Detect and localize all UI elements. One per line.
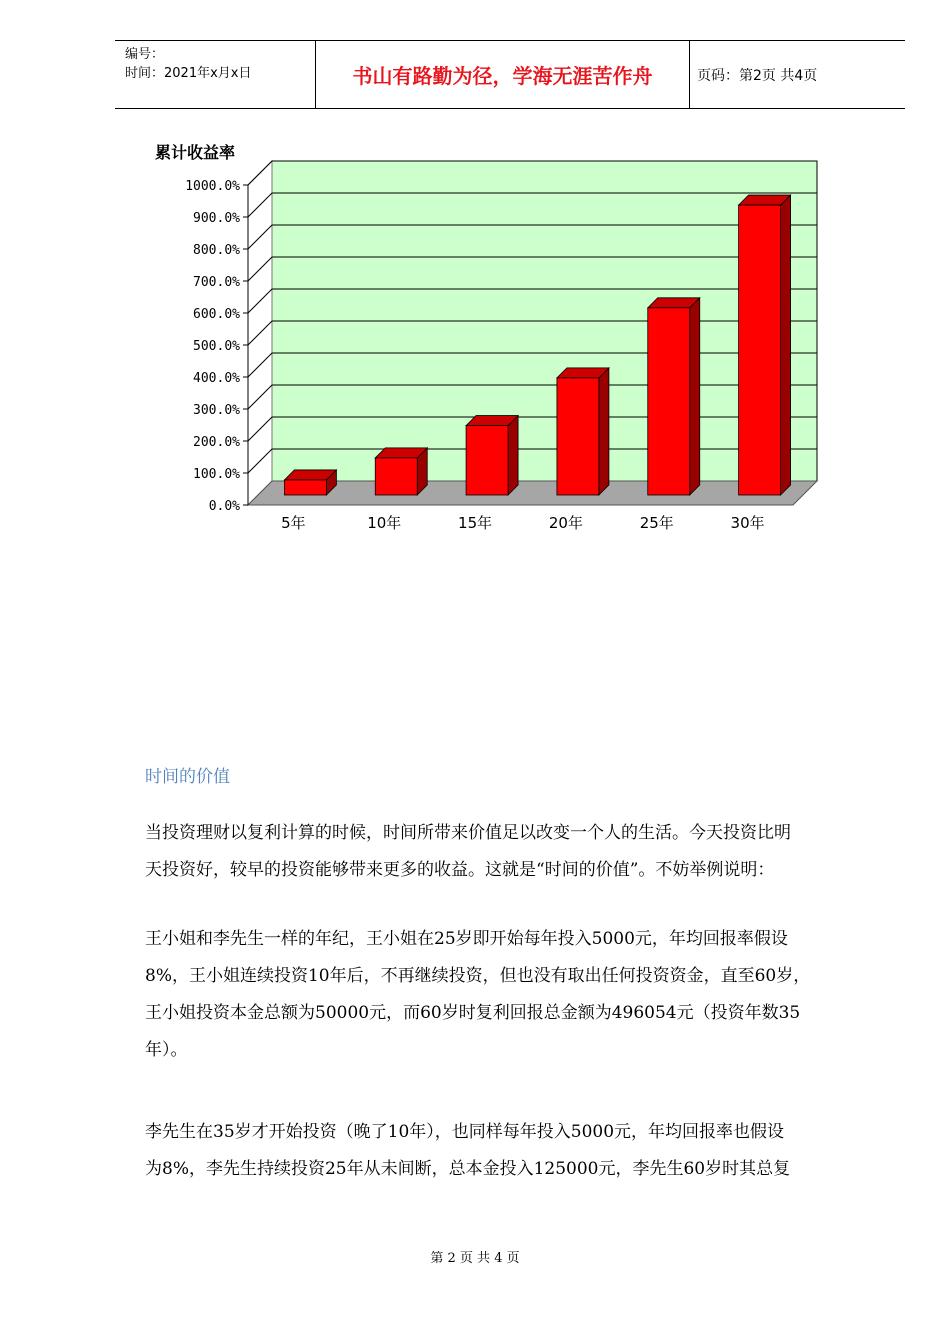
y-tick-label: 700.0% xyxy=(193,275,240,290)
paragraph-line: 当投资理财以复利计算的时候，时间所带来价值足以改变一个人的生活。今天投资比明 xyxy=(145,823,791,843)
chart-bar xyxy=(648,298,700,495)
x-tick-label: 5年 xyxy=(281,514,306,532)
x-tick-label: 30年 xyxy=(730,514,765,532)
bar-front-face xyxy=(739,205,781,495)
bar-front-face xyxy=(466,426,508,495)
chart-bar xyxy=(739,195,791,495)
bar-front-face xyxy=(375,458,417,495)
x-tick-label: 25年 xyxy=(639,514,674,532)
paragraph-line: 8%，王小姐连续投资10年后，不再继续投资，但也没有取出任何投资资金，直至60岁， xyxy=(145,966,811,986)
y-tick-label: 100.0% xyxy=(193,467,240,482)
chart-title: 累计收益率 xyxy=(155,143,236,162)
paragraph-line: 王小姐投资本金总额为50000元，而60岁时复利回报总金额为496054元（投资年数35 xyxy=(145,1003,801,1023)
bar-side-face xyxy=(599,368,609,495)
x-tick-label: 20年 xyxy=(548,514,583,532)
bar-front-face xyxy=(557,378,599,495)
header-page-number: 页码：第2页 共4页 xyxy=(697,67,818,84)
y-tick-label: 1000.0% xyxy=(185,179,240,194)
page-footer: 第 2 页 共 4 页 xyxy=(430,1251,520,1266)
paragraph-line: 王小姐和李先生一样的年纪，王小姐在25岁即开始每年投入5000元，年均回报率假设 xyxy=(145,929,788,949)
cumulative-return-chart xyxy=(140,130,840,540)
paragraph-2 xyxy=(145,921,880,1069)
y-tick-label: 600.0% xyxy=(193,307,240,322)
y-tick-label: 300.0% xyxy=(193,403,240,418)
y-tick-label: 900.0% xyxy=(193,211,240,226)
bar-front-face xyxy=(284,480,326,495)
y-tick-label: 500.0% xyxy=(193,339,240,354)
header-motto: 书山有路勤为径，学海无涯苦作舟 xyxy=(316,41,690,108)
chart-bar xyxy=(284,470,336,495)
x-tick-label: 10年 xyxy=(367,514,402,532)
paragraph-3 xyxy=(145,1114,880,1188)
x-tick-label: 15年 xyxy=(458,514,493,532)
header-number: 编号： xyxy=(125,47,165,62)
header-meta xyxy=(115,41,316,108)
y-tick-label: 400.0% xyxy=(193,371,240,386)
chart-bar xyxy=(375,448,427,495)
y-tick-label: 800.0% xyxy=(193,243,240,258)
header-time: 时间：2021年x月x日 xyxy=(125,66,252,81)
chart-bar xyxy=(466,416,518,495)
chart-x-axis xyxy=(281,514,764,532)
chart-walls xyxy=(248,161,817,505)
bar-side-face xyxy=(781,195,791,495)
paragraph-line: 年）。 xyxy=(145,1040,188,1060)
paragraph-line: 李先生在35岁才开始投资（晚了10年），也同样每年投入5000元，年均回报率也假设 xyxy=(145,1122,785,1142)
page-header xyxy=(115,40,905,109)
chart-y-axis xyxy=(185,179,248,514)
y-tick-label: 200.0% xyxy=(193,435,240,450)
bar-side-face xyxy=(508,416,518,495)
y-tick-label: 0.0% xyxy=(208,499,240,514)
bar-side-face xyxy=(690,298,700,495)
bar-front-face xyxy=(648,308,690,495)
chart-bar xyxy=(557,368,609,495)
paragraph-1 xyxy=(145,815,880,889)
paragraph-line: 天投资好，较早的投资能够带来更多的收益。这就是“时间的价值”。不妨举例说明： xyxy=(145,860,775,880)
paragraph-line: 为8%，李先生持续投资25年从未间断，总本金投入125000元，李先生60岁时其总复 xyxy=(145,1159,791,1179)
section-heading: 时间的价值 xyxy=(145,767,230,787)
